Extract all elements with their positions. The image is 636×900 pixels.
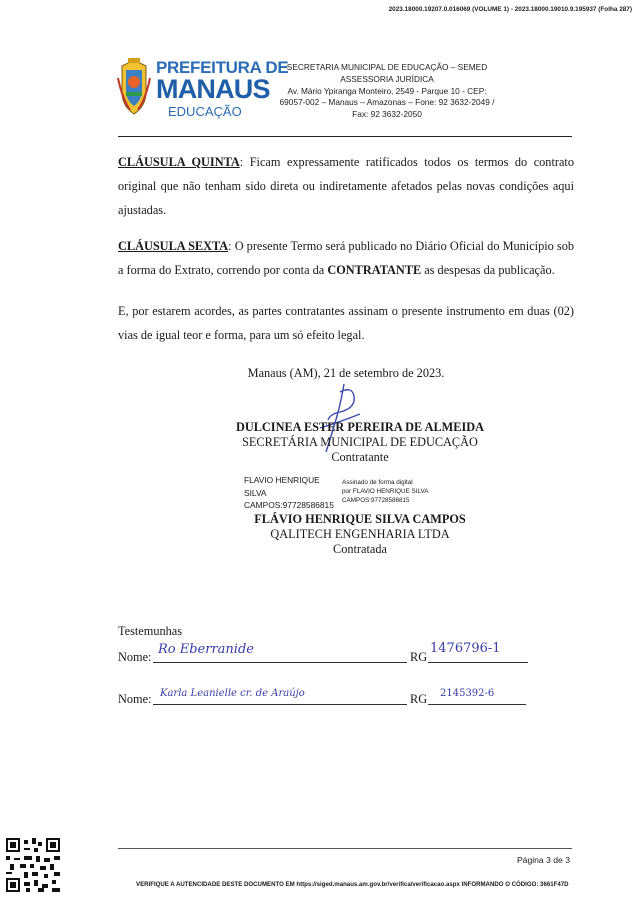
header-divider xyxy=(118,136,572,137)
signatory1-party: Contratante xyxy=(331,450,389,464)
witnesses-title: Testemunhas xyxy=(118,624,183,638)
dept-line-4: 69057-002 – Manaus – Amazonas – Fone: 92 3632-2049 / xyxy=(279,97,495,108)
witness1-name-label: Nome: xyxy=(118,650,152,664)
manaus-crest-icon xyxy=(116,58,152,118)
contratante-bold: CONTRATANTE xyxy=(327,263,422,277)
signatory2-name: FLÁVIO HENRIQUE SILVA CAMPOS xyxy=(254,512,466,526)
logo-text-educacao: EDUCAÇÃO xyxy=(168,104,242,119)
signatory1-role: SECRETÁRIA MUNICIPAL DE EDUCAÇÃO xyxy=(242,435,478,449)
verification-notice[interactable]: VERIFIQUE A AUTENCIDADE DESTE DOCUMENTO EM https://siged.manaus.am.gov.br/verifica/verificacao.aspx INFORMANDO O CÓDIGO: 3661F47D xyxy=(136,881,569,888)
logo-text-prefeitura: PREFEITURA DE xyxy=(156,58,289,77)
prefeitura-logo xyxy=(116,56,289,126)
witness2-rg-label: RG xyxy=(410,692,428,706)
logo-text-manaus: MANAUS xyxy=(156,74,270,104)
clausula-sexta-heading: CLÁUSULA SEXTA xyxy=(118,239,229,253)
digital-signature-info xyxy=(342,478,492,505)
digital-info-line-3: CAMPOS:97728586815 xyxy=(342,497,410,504)
witness1-name-line xyxy=(153,662,407,663)
clausula-quinta-text: : Ficam expressamente ratificados todos os termos do contrato original que não tenham sido direta ou indiretamente afetados pelas novas condições aqui ajustadas. xyxy=(118,155,574,217)
dept-line-1: SECRETARIA MUNICIPAL DE EDUCAÇÃO – SEMED xyxy=(286,62,488,72)
signatory-contratada xyxy=(200,512,520,557)
signatory2-party: Contratada xyxy=(333,542,387,556)
signatory-contratante xyxy=(200,420,520,465)
witness1-rg-line xyxy=(428,662,528,663)
closing-paragraph: E, por estarem acordes, as partes contratantes assinam o presente instrumento em duas (02) vias de igual teor e forma, para um só efeito legal. xyxy=(118,304,574,342)
clausula-quinta-heading: CLÁUSULA QUINTA xyxy=(118,155,240,169)
department-header xyxy=(272,62,502,121)
witness1-rg-label: RG xyxy=(410,650,428,664)
document-reference: 2023.18000.19207.0.016069 (VOLUME 1) - 2023.18000.19010.9.195937 (Folha 287) xyxy=(388,6,632,13)
signatory1-name: DULCINEA ESTER PEREIRA DE ALMEIDA xyxy=(235,420,485,434)
digital-name-line-2: SILVA xyxy=(244,487,267,498)
signatory2-company: QALITECH ENGENHARIA LTDA xyxy=(270,527,450,541)
clausula-quinta xyxy=(118,150,574,222)
witness2-name-line xyxy=(153,704,407,705)
qr-code-icon[interactable] xyxy=(6,838,60,892)
dept-line-5: Fax: 92 3632-2050 xyxy=(352,109,422,120)
clausula-sexta-text-2: as despesas da publicação. xyxy=(421,263,555,277)
date-line: Manaus (AM), 21 de setembro de 2023. xyxy=(247,366,445,380)
clausula-sexta-text-1: : O presente Termo será publicado no Diário Oficial do Município sob a forma do Extrato, correndo por conta da xyxy=(118,239,574,277)
witness2-rg-line xyxy=(428,704,526,705)
witness1-signature: Ro Eberranide xyxy=(158,642,254,657)
clausula-sexta xyxy=(118,234,574,282)
witness1-rg: 1476796-1 xyxy=(430,641,501,656)
digital-name-line-3: CAMPOS:97728586815 xyxy=(244,500,334,510)
page-number: Página 3 de 3 xyxy=(516,855,570,865)
digital-name-line-1: FLAVIO HENRIQUE xyxy=(244,475,320,485)
digital-info-line-1: Assinado de forma digital xyxy=(342,479,413,486)
digital-signature-block xyxy=(244,474,504,514)
digital-info-line-2: por FLAVIO HENRIQUE SILVA xyxy=(342,488,429,495)
witness2-signature: Karla Leanielle cr. de Araújo xyxy=(160,688,305,699)
witness2-rg: 2145392-6 xyxy=(440,688,495,699)
witness2-name-label: Nome: xyxy=(118,692,152,706)
footer-divider xyxy=(118,848,572,849)
dept-line-3: Av. Mário Ypiranga Monteiro, 2549 - Parque 10 - CEP: xyxy=(287,85,487,96)
dept-line-2: ASSESSORIA JURÍDICA xyxy=(340,73,434,84)
digital-signer-name xyxy=(244,474,344,512)
